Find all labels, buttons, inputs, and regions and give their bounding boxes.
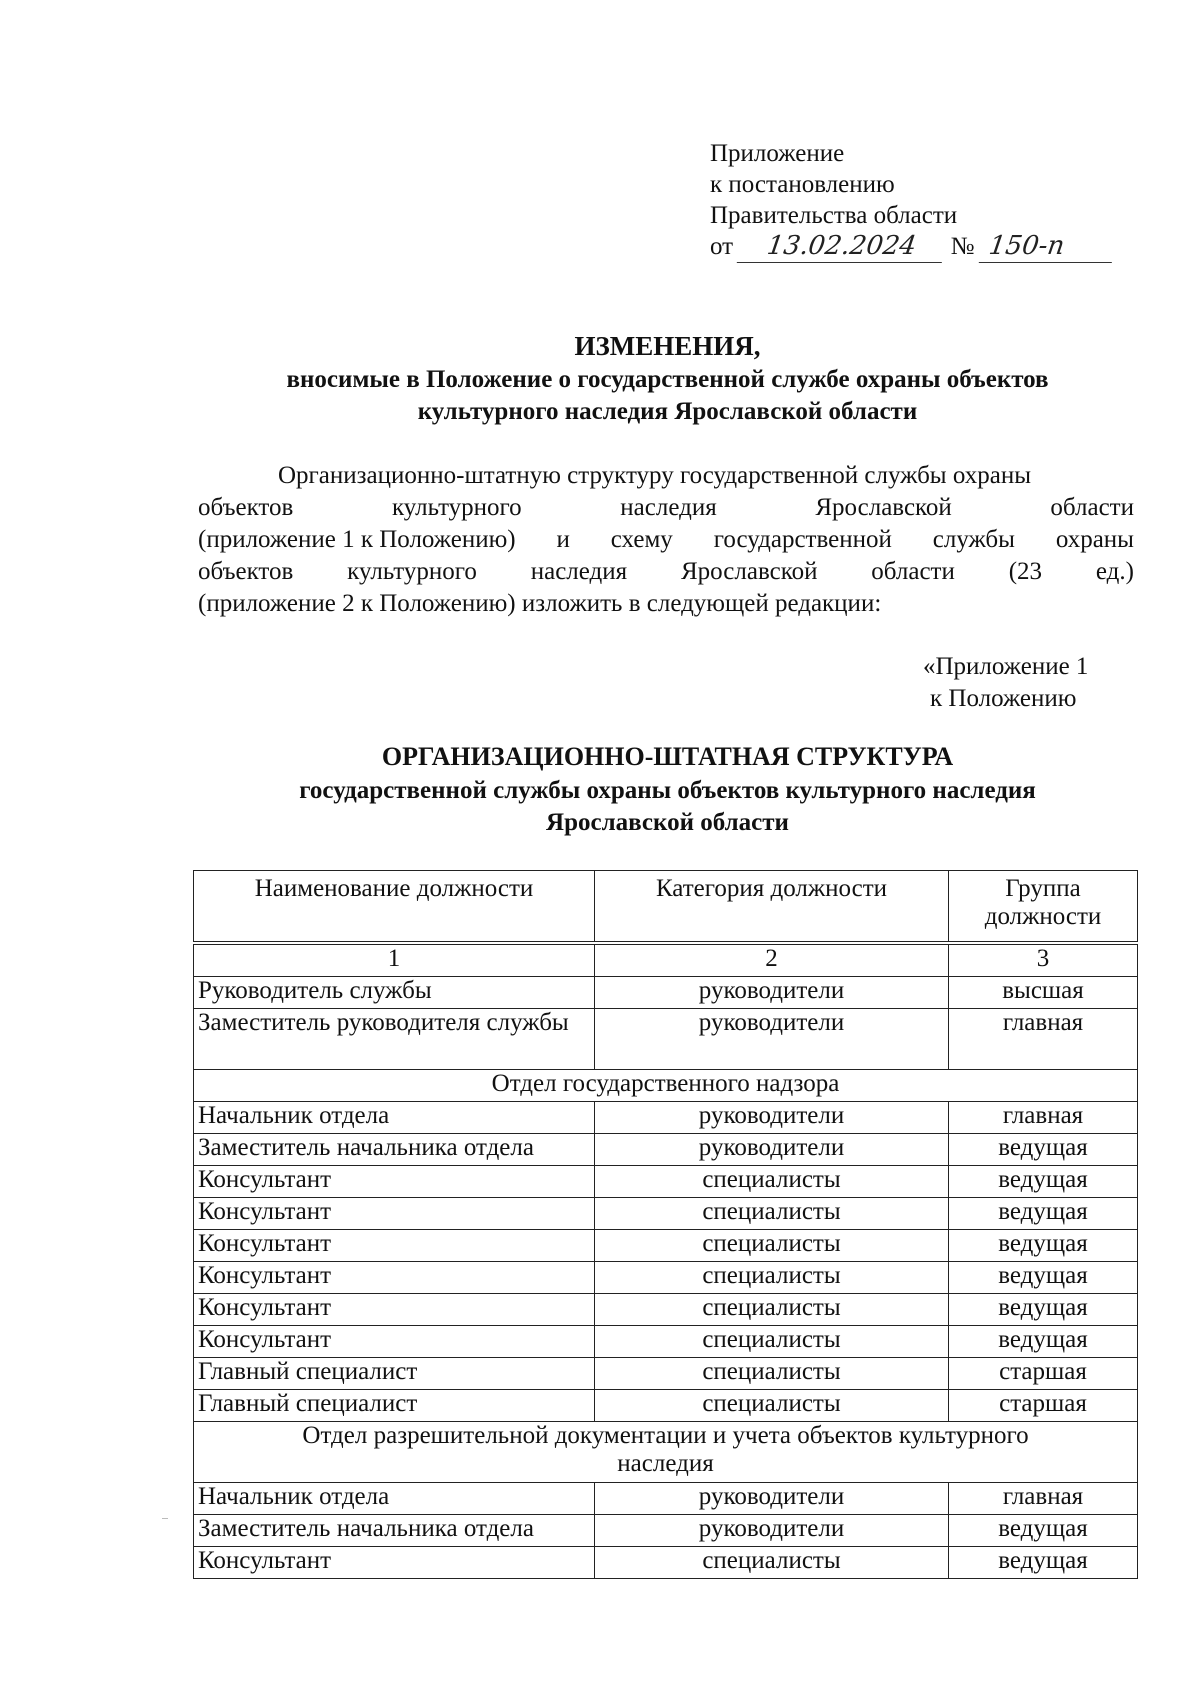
position-category: руководители — [595, 1483, 949, 1515]
staff-table — [193, 870, 1138, 1579]
position-name: Консультант — [194, 1547, 595, 1579]
date-prefix: от — [710, 233, 734, 260]
appendix-date-line — [710, 231, 1114, 263]
position-category: специалисты — [595, 1198, 949, 1230]
position-name: Консультант — [194, 1326, 595, 1358]
position-category: руководители — [595, 1009, 949, 1070]
position-name: Заместитель начальника отдела — [194, 1515, 595, 1547]
position-name: Консультант — [194, 1294, 595, 1326]
position-name: Консультант — [194, 1230, 595, 1262]
header-position-category: Категория должности — [595, 871, 949, 944]
table-row — [194, 1166, 1138, 1198]
position-category: специалисты — [595, 1230, 949, 1262]
structure-title: ОРГАНИЗАЦИОННО-ШТАТНАЯ СТРУКТУРА — [381, 742, 954, 771]
column-number: 2 — [595, 943, 949, 977]
position-category: специалисты — [595, 1326, 949, 1358]
section-title: Отдел государственного надзора — [194, 1070, 1138, 1102]
appendix-block — [710, 138, 1114, 263]
position-category: специалисты — [595, 1358, 949, 1390]
position-name: Главный специалист — [194, 1358, 595, 1390]
position-name: Начальник отдела — [194, 1483, 595, 1515]
table-row — [194, 1390, 1138, 1422]
header-position-name: Наименование должности — [194, 871, 595, 944]
position-name: Заместитель начальника отдела — [194, 1134, 595, 1166]
structure-subtitle-line2: Ярославской области — [546, 809, 789, 836]
body-paragraph — [198, 460, 1134, 620]
position-group: старшая — [949, 1358, 1138, 1390]
table-row — [194, 977, 1138, 1009]
paragraph-line3 — [198, 524, 1134, 556]
table-row — [194, 1358, 1138, 1390]
position-name: Консультант — [194, 1166, 595, 1198]
table-row — [194, 1198, 1138, 1230]
position-name: Начальник отдела — [194, 1102, 595, 1134]
number-prefix: № — [950, 233, 975, 260]
table-row — [194, 1134, 1138, 1166]
paragraph-line2 — [198, 492, 1134, 524]
paragraph-line1: Организационно-штатную структуру государственной службы охраны — [278, 462, 1031, 489]
position-group: ведущая — [949, 1515, 1138, 1547]
position-name: Консультант — [194, 1198, 595, 1230]
position-category: руководители — [595, 1134, 949, 1166]
table-row — [194, 1262, 1138, 1294]
table-row — [194, 1102, 1138, 1134]
word: охраны — [1055, 526, 1134, 553]
word: объектов — [198, 494, 294, 521]
document-subtitle-line1: вносимые в Положение о государственной службе охраны объектов — [286, 366, 1049, 393]
position-category: руководители — [595, 977, 949, 1009]
word: области — [1050, 494, 1134, 521]
position-group: ведущая — [949, 1326, 1138, 1358]
word: наследия — [620, 494, 717, 521]
word: культурного — [347, 558, 477, 585]
handwritten-number: 150-п — [978, 231, 1115, 263]
position-group: старшая — [949, 1390, 1138, 1422]
section-title: Отдел разрешительной документации и учета объектов культурного наследия — [194, 1422, 1138, 1483]
paragraph-line5: (приложение 2 к Положению) изложить в следующей редакции: — [198, 590, 882, 617]
word: ед.) — [1095, 558, 1134, 585]
word: службы — [932, 526, 1015, 553]
word: (23 — [1008, 558, 1043, 585]
word: схему — [610, 526, 673, 553]
table-row — [194, 1294, 1138, 1326]
word: наследия — [530, 558, 628, 585]
word: государственной — [713, 526, 892, 553]
position-group: ведущая — [949, 1198, 1138, 1230]
position-group: главная — [949, 1483, 1138, 1515]
position-group: главная — [949, 1009, 1138, 1070]
column-number: 1 — [194, 943, 595, 977]
column-numbers-row — [194, 943, 1138, 977]
appendix-line3: Правительства области — [710, 202, 958, 229]
position-category: руководители — [595, 1515, 949, 1547]
appendix1-line2: к Положению — [930, 685, 1077, 712]
appendix1-label — [923, 651, 1088, 715]
table-row — [194, 1009, 1138, 1070]
word: Ярославской — [815, 494, 952, 521]
section-row — [194, 1422, 1138, 1483]
word: объектов — [198, 558, 294, 585]
position-group: главная — [949, 1102, 1138, 1134]
position-category: специалисты — [595, 1262, 949, 1294]
table-row — [194, 1230, 1138, 1262]
position-name: Заместитель руководителя службы — [194, 1009, 595, 1070]
position-category: специалисты — [595, 1547, 949, 1579]
column-number: 3 — [949, 943, 1138, 977]
paragraph-line4 — [198, 556, 1134, 588]
table-row — [194, 1483, 1138, 1515]
document-title: ИЗМЕНЕНИЯ, — [574, 331, 761, 361]
word: и — [556, 526, 570, 553]
word: (приложение 1 к Положению) — [198, 526, 516, 553]
document-subtitle-line2: культурного наследия Ярославской области — [417, 398, 918, 425]
handwritten-date: 13.02.2024 — [737, 231, 946, 263]
position-group: ведущая — [949, 1262, 1138, 1294]
appendix-line2: к постановлению — [710, 171, 895, 198]
scan-speck — [162, 1518, 168, 1519]
word: Ярославской — [680, 558, 818, 585]
position-category: руководители — [595, 1102, 949, 1134]
appendix1-line1: «Приложение 1 — [923, 653, 1089, 680]
structure-subtitle-line1: государственной службы охраны объектов культурного наследия — [299, 777, 1036, 804]
position-group: ведущая — [949, 1230, 1138, 1262]
word: области — [871, 558, 955, 585]
position-name: Консультант — [194, 1262, 595, 1294]
word: культурного — [391, 494, 522, 521]
position-group: ведущая — [949, 1547, 1138, 1579]
position-name: Главный специалист — [194, 1390, 595, 1422]
position-category: специалисты — [595, 1294, 949, 1326]
position-group: ведущая — [949, 1294, 1138, 1326]
table-row — [194, 1515, 1138, 1547]
position-name: Руководитель службы — [194, 977, 595, 1009]
table-row — [194, 1547, 1138, 1579]
position-category: специалисты — [595, 1390, 949, 1422]
position-group: ведущая — [949, 1166, 1138, 1198]
position-category: специалисты — [595, 1166, 949, 1198]
position-group: высшая — [949, 977, 1138, 1009]
position-group: ведущая — [949, 1134, 1138, 1166]
section-row — [194, 1070, 1138, 1102]
appendix-line1: Приложение — [710, 140, 845, 167]
table-row — [194, 1326, 1138, 1358]
table-header-row — [194, 871, 1138, 944]
header-position-group: Группа должности — [949, 871, 1138, 944]
